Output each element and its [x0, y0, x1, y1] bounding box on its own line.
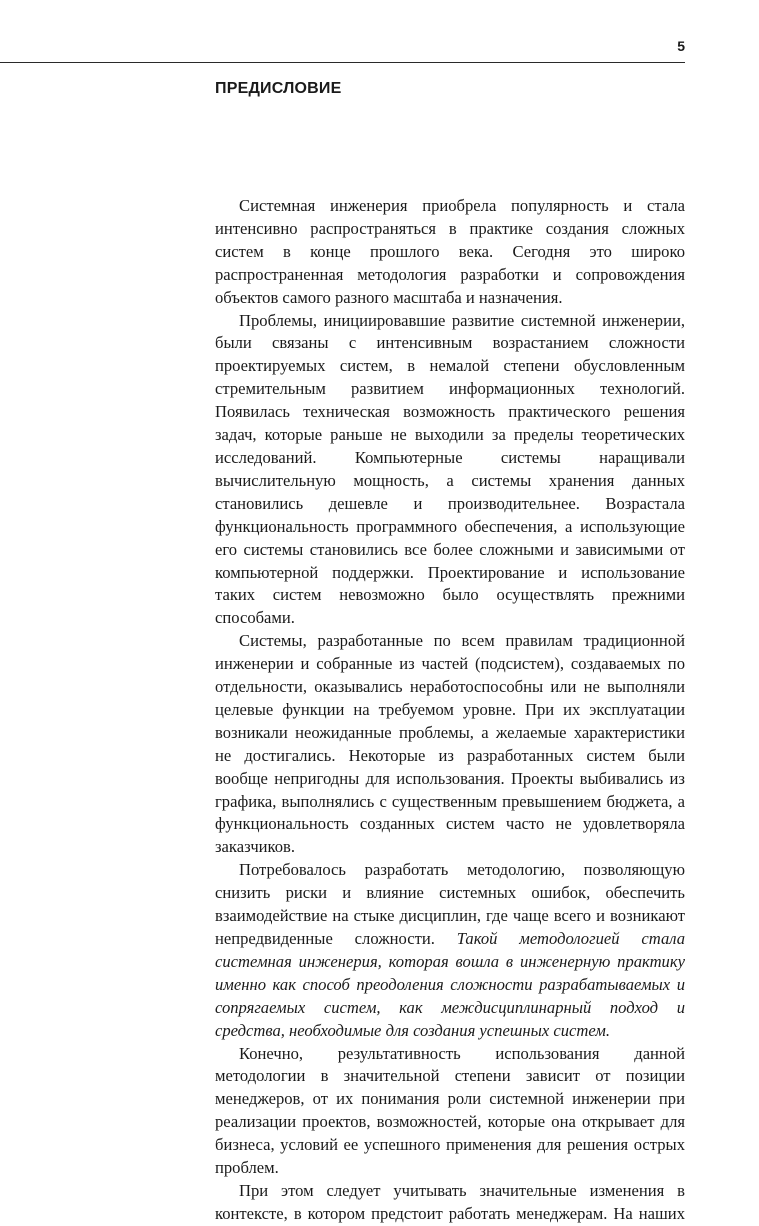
paragraph-2-text: Проблемы, инициировавшие развитие системной инженерии, были связаны с интенсивным возрастанием сложности проектируемых систем, в немалой степени обусловленным стремительным развитием информационных технологий. Появилась техническая возможность практического решения задач, которые раньше не выходили за пределы теоретических исследований. Компьютерные системы наращивали вычислительную мощность, а системы хранения данных становились дешевле и производительнее. Возрастала функциональность программного обеспечения, а использующие его системы становились все более сложными и зависимыми от компьютерной поддержки. Проектирование и использование таких систем невозможно было осуществлять прежними способами.: [215, 310, 685, 628]
paragraph-5-text: Конечно, результативность использования данной методологии в значительной степени зависит от позиции менеджеров, от их понимания роли системной инженерии при реализации проектов, возможностей, которые она открывает для бизнеса, условий ее успешного применения для решения острых проблем.: [215, 1043, 685, 1178]
paragraph-6: [215, 1180, 685, 1226]
paragraph-4: [215, 859, 685, 1042]
paragraph-1-text: Системная инженерия приобрела популярность и стала интенсивно распространяться в практике создания сложных систем в конце прошлого века. Сегодня это широко распространенная методология разработки и сопровождения объектов самого разного масштаба и назначения.: [215, 196, 685, 307]
section-title: ПРЕДИСЛОВИЕ: [215, 80, 342, 97]
paragraph-5: [215, 1043, 685, 1180]
paragraph-4-text: Потребовалось разработать методологию, позволяющую снизить риски и влияние системных ошибок, обеспечить взаимодействие на стыке дисциплин, где чаще всего и возникают непредвиденные сложности.: [215, 860, 685, 948]
header-rule: [0, 62, 685, 63]
paragraph-1: [215, 195, 685, 310]
paragraph-3-text: Системы, разработанные по всем правилам традиционной инженерии и собранные из частей (подсистем), создаваемых по отдельности, оказывались неработоспособны или не выполняли целевые функции на требуемом уровне. При их эксплуатации возникали неожиданные проблемы, а желаемые характеристики не достигались. Некоторые из разработанных систем были вообще непригодны для использования. Проекты выбивались из графика, выполнялись с существенным превышением бюджета, а функциональность созданных систем часто не удовлетворяла заказчиков.: [215, 631, 685, 857]
paragraph-4-italic-text: Такой методологией стала системная инженерия, которая вошла в инженерную практику именно как способ преодоления сложности разрабатываемых и сопрягаемых систем, как междисциплинарный подход и средства, необходимые для создания успешных систем.: [215, 929, 685, 1040]
body-text: [215, 195, 685, 1226]
page-number: 5: [677, 38, 685, 54]
paragraph-3: [215, 630, 685, 859]
paragraph-6-text: При этом следует учитывать значительные изменения в контексте, в котором предстоит работать менеджерам. На наших: [215, 1180, 685, 1223]
paragraph-2: [215, 310, 685, 631]
